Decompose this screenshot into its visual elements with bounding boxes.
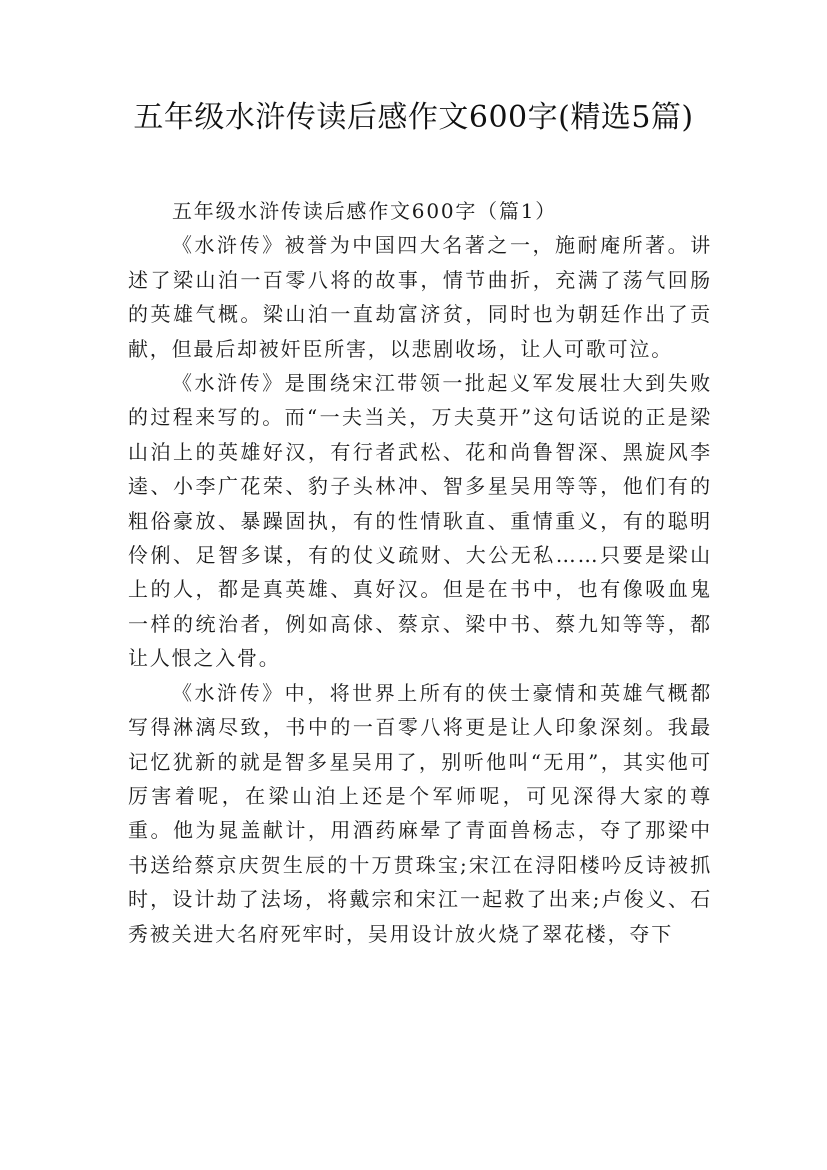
section-heading: 五年级水浒传读后感作文600字（篇1） bbox=[172, 199, 558, 223]
paragraph: 《水浒传》中，将世界上所有的侠士豪情和英雄气概都写得淋漓尽致，书中的一百零八将更是让人印象深刻。我最记忆犹新的就是智多星吴用了，别听他叫“无用”，其实他可厉害着呢，在梁山泊上还是个军师呢，可见深得大家的尊重。他为晁盖献计，用酒药麻晕了青面兽杨志，夺了那梁中书送给蔡京庆贺生辰的十万贯珠宝;宋江在浔阳楼吟反诗被抓时，设计劫了法场，将戴宗和宋江一起救了出来;卢俊义、石秀被关进大名府死牢时，吴用设计放火烧了翠花楼，夺下 bbox=[128, 680, 712, 946]
paragraph: 《水浒传》被誉为中国四大名著之一，施耐庵所著。讲述了梁山泊一百零八将的故事，情节曲折，充满了荡气回肠的英雄气概。梁山泊一直劫富济贫，同时也为朝廷作出了贡献，但最后却被奸臣所害，以悲剧收场，让人可歌可泣。 bbox=[128, 233, 712, 361]
document-title: 五年级水浒传读后感作文600字(精选5篇) bbox=[133, 100, 694, 135]
paragraph: 《水浒传》是围绕宋江带领一批起义军发展壮大到失败的过程来写的。而“一夫当关，万夫莫开”这句话说的正是梁山泊上的英雄好汉，有行者武松、花和尚鲁智深、黑旋风李逵、小李广花荣、豹子头林冲、智多星吴用等等，他们有的粗俗豪放、暴躁固执，有的性情耿直、重情重义，有的聪明伶俐、足智多谋，有的仗义疏财、大公无私……只要是梁山上的人，都是真英雄、真好汉。但是在书中，也有像吸血鬼一样的统治者，例如高俅、蔡京、梁中书、蔡九知等等，都让人恨之入骨。 bbox=[128, 371, 712, 671]
document-body bbox=[128, 194, 712, 951]
